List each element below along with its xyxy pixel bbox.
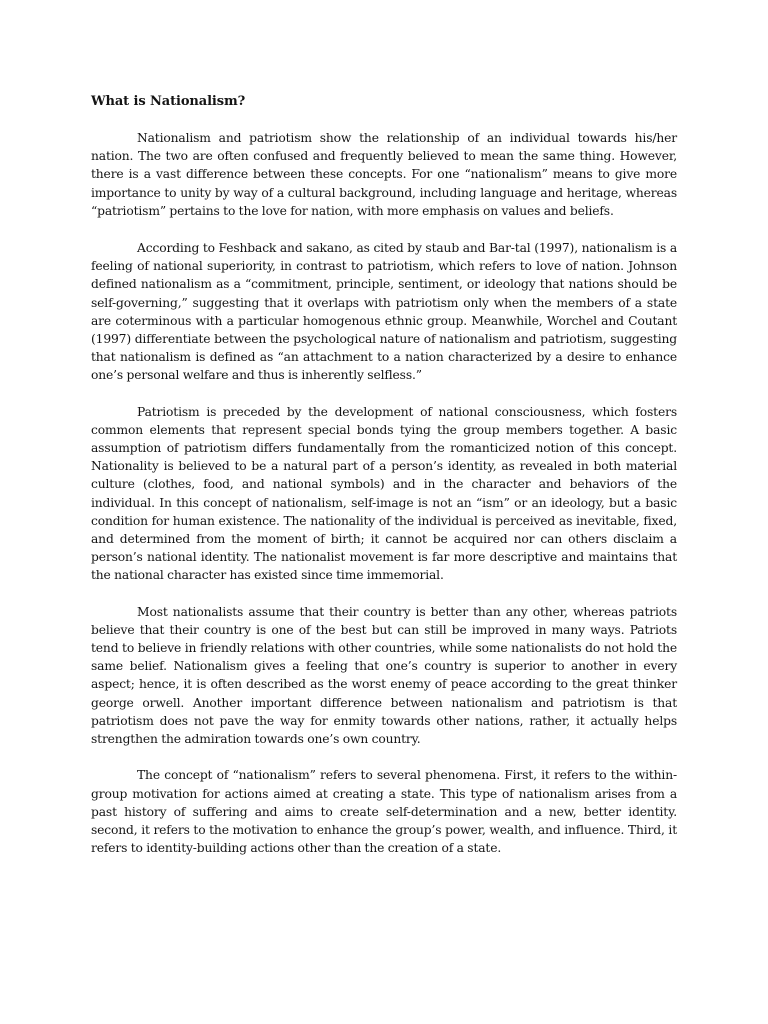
document-title: What is Nationalism? [91, 94, 246, 109]
paragraph-1: Nationalism and patriotism show the relationship of an individual towards his/her nation. The two are often confused and frequently believed to mean the same thing. However, there is a vast difference between these concepts. For one “nationalism” means to give more importance to unity by way of a cultural background, including language and heritage, whereas “patriotism” pertains to the love for nation, with more emphasis on values and beliefs. [91, 131, 677, 218]
paragraph-3: Patriotism is preceded by the development of national consciousness, which fosters common elements that represent special bonds tying the group members together. A basic assumption of patriotism differs fundamentally from the romanticized notion of this concept. Nationality is believed to be a natural part of a person’s identity, as revealed in both material culture (clothes, food, and national symbols) and in the character and behaviors of the individual. In this concept of nationalism, self-image is not an “ism” or an ideology, but a basic condition for human existence. The nationality of the individual is perceived as inevitable, fixed, and determined from the moment of birth; it cannot be acquired nor can others disclaim a person’s national identity. The nationalist movement is far more descriptive and maintains that the national character has existed since time immemorial. [91, 404, 677, 583]
paragraph-4: Most nationalists assume that their country is better than any other, whereas patriots believe that their country is one of the best but can still be improved in many ways. Patriots tend to believe in friendly relations with other countries, while some nationalists do not hold the same belief. Nationalism gives a feeling that one’s country is superior to another in every aspect; hence, it is often described as the worst enemy of peace according to the great thinker george orwell. Another important difference between nationalism and patriotism is that patriotism does not pave the way for enmity towards other nations, rather, it actually helps strengthen the admiration towards one’s own country. [91, 604, 677, 747]
paragraph-2: According to Feshback and sakano, as cited by staub and Bar-tal (1997), nationalism is a feeling of national superiority, in contrast to patriotism, which refers to love of nation. Johnson defined nationalism as a “commitment, principle, sentiment, or ideology that nations should be self-governing,” suggesting that it overlaps with patriotism only when the members of a state are coterminous with a particular homogenous ethnic group. Meanwhile, Worchel and Coutant (1997) differentiate between the psychological nature of nationalism and patriotism, suggesting that nationalism is defined as “an attachment to a nation characterized by a desire to enhance one’s personal welfare and thus is inherently selfless.” [91, 241, 677, 383]
paragraph-5: The concept of “nationalism” refers to several phenomena. First, it refers to the within-group motivation for actions aimed at creating a state. This type of nationalism arises from a past history of suffering and aims to create self-determination and a new, better identity. second, it refers to the motivation to enhance the group’s power, wealth, and influence. Third, it refers to identity-building actions other than the creation of a state. [91, 768, 677, 856]
